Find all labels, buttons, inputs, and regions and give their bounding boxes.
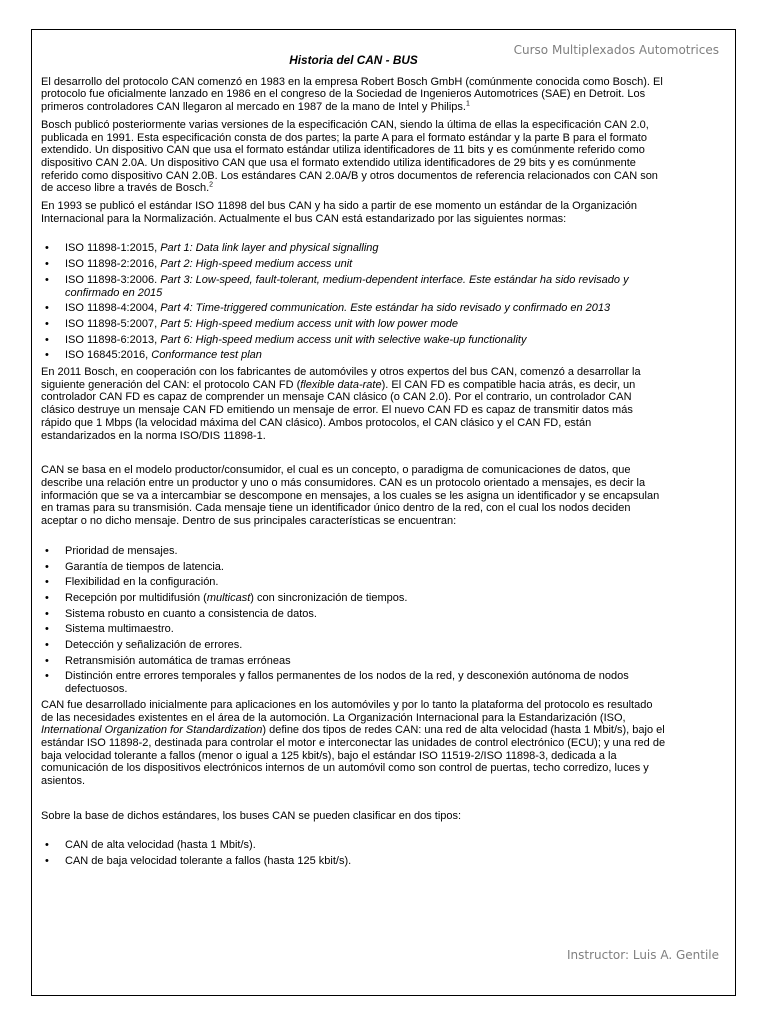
list-item: • Prioridad de mensajes. xyxy=(41,545,666,558)
document-body xyxy=(41,54,666,871)
paragraph-iso: En 1993 se publicó el estándar ISO 11898 del bus CAN y ha sido a partir de ese momento un estándar de la Organización Internacional para la Normalización. Actualmente el bus CAN está estandarizado por las siguientes normas: xyxy=(41,200,637,225)
list-item: • ISO 11898-2:2016, Part 2: High-speed medium access unit xyxy=(41,258,666,271)
document-title: Historia del CAN - BUS xyxy=(289,53,418,67)
list-item: • ISO 11898-4:2004, Part 4: Time-triggered communication. Este estándar ha sido revisado y confirmado en 2013 xyxy=(41,302,666,315)
list-item: • Detección y señalización de errores. xyxy=(41,639,666,652)
paragraph-history xyxy=(41,76,666,114)
list-item: • CAN de baja velocidad tolerante a fallos (hasta 125 kbit/s). xyxy=(41,855,666,868)
paragraph-iso-networks: CAN fue desarrollado inicialmente para aplicaciones en los automóviles y por lo tanto la plataforma del protocolo es resultado de las necesidades existentes en el área de la automoción. La Organización Internacional para la Estandarización (ISO, International Organization for Standardization) define dos tipos de redes CAN: una red de alta velocidad (hasta 1 Mbit/s), bajo el estándar ISO 11898-2, destinada para controlar el motor e interconectar las unidades de control electrónico (ECU); y una red de baja velocidad tolerante a fallos (menor o igual a 125 kbit/s), bajo el estándar ISO 11519-2/ISO 11898-3, dedicada a la comunicación de los dispositivos electrónicos internos de un automóvil como son control de puertas, techo corredizo, luces y asientos. xyxy=(41,698,666,788)
paragraph-versions xyxy=(41,119,666,195)
page-footer: Instructor: Luis A. Gentile xyxy=(566,948,719,962)
paragraph-can-fd: En 2011 Bosch, en cooperación con los fabricantes de automóviles y otros expertos del bus CAN, comenzó a desarrollar la siguiente generación del CAN: el protocolo CAN FD (flexible data-rate). El CAN FD es compatible hacia atrás, es decir, un controlador CAN FD es capaz de comprender un mensaje CAN clásico (o CAN 2.0). Por el contrario, un controlador CAN clásico destruye un mensaje CAN FD emitiendo un mensaje de error. El nuevo CAN FD es capaz de transmitir datos más rápido que 1 Mbps (la velocidad máxima del CAN clásico). Ambos protocolos, el CAN clásico y el CAN FD, están estandarizados en la norma ISO/DIS 11898-1. xyxy=(41,366,641,442)
paragraph-classification: Sobre la base de dichos estándares, los buses CAN se pueden clasificar en dos tipos: xyxy=(41,809,462,822)
page-header: Curso Multiplexados Automotrices xyxy=(513,43,719,57)
list-item: • ISO 11898-6:2013, Part 6: High-speed medium access unit with selective wake-up functionality xyxy=(41,334,666,347)
list-item: • Flexibilidad en la configuración. xyxy=(41,576,666,589)
list-item: • ISO 11898-1:2015, Part 1: Data link layer and physical signalling xyxy=(41,242,666,255)
list-item: • Sistema robusto en cuanto a consistencia de datos. xyxy=(41,608,666,621)
list-item: • CAN de alta velocidad (hasta 1 Mbit/s). xyxy=(41,839,666,852)
list-item: • Distinción entre errores temporales y fallos permanentes de los nodos de la red, y desconexión autónoma de nodos defectuosos. xyxy=(41,670,666,695)
list-item: • Sistema multimaestro. xyxy=(41,623,666,636)
footnote-marker: 2 xyxy=(209,181,214,189)
list-item: • Garantía de tiempos de latencia. xyxy=(41,561,666,574)
types-list xyxy=(41,839,666,867)
list-item: • ISO 11898-5:2007, Part 5: High-speed medium access unit with low power mode xyxy=(41,318,666,331)
standards-list xyxy=(41,242,666,362)
footnote-marker: 1 xyxy=(465,100,470,108)
list-item: • Recepción por multidifusión (multicast) con sincronización de tiempos. xyxy=(41,592,666,605)
list-item: • ISO 11898-3:2006. Part 3: Low-speed, fault-tolerant, medium-dependent interface. Este estándar ha sido revisado y confirmado en 2015 xyxy=(41,274,666,299)
list-item: • Retransmisión automática de tramas erróneas xyxy=(41,655,666,668)
list-item: • ISO 16845:2016, Conformance test plan xyxy=(41,349,666,362)
features-list xyxy=(41,545,666,696)
paragraph-text: El desarrollo del protocolo CAN comenzó en 1983 en la empresa Robert Bosch GmbH (comúnmente conocida como Bosch). El protocolo fue oficialmente lanzado en 1986 en el congreso de la Sociedad de Ingenieros Automotrices (SAE) en Detroit. Los primeros controladores CAN llegaron al mercado en 1987 de la mano de Intel y Philips. xyxy=(41,75,663,114)
paragraph-producer-consumer: CAN se basa en el modelo productor/consumidor, el cual es un concepto, o paradigma de comunicaciones de datos, que describe una relación entre un productor y uno o más consumidores. CAN es un protocolo orientado a mensajes, es decir la información que se va a intercambiar se descompone en mensajes, a los cuales se les asigna un identificador y se encapsulan en tramas para su transmisión. Cada mensaje tiene un identificador único dentro de la red, con el cual los nodos deciden aceptar o no dicho mensaje. Dentro de sus principales características se encuentran: xyxy=(41,464,660,528)
paragraph-text: Bosch publicó posteriormente varias versiones de la especificación CAN, siendo la última de ellas la especificación CAN 2.0, publicada en 1991. Esta especificación consta de dos partes; la parte A para el formato estándar y la parte B para el formato extendido. Un dispositivo CAN que usa el formato estándar utiliza identificadores de 11 bits y es comúnmente referido como dispositivo CAN 2.0A. Un dispositivo CAN que usa el formato extendido utiliza identificadores de 29 bits y es comúnmente referido como dispositivo CAN 2.0B. Los estándares CAN 2.0A/B y otros documentos de referencia relacionados con CAN son de acceso libre a través de Bosch. xyxy=(41,118,658,195)
